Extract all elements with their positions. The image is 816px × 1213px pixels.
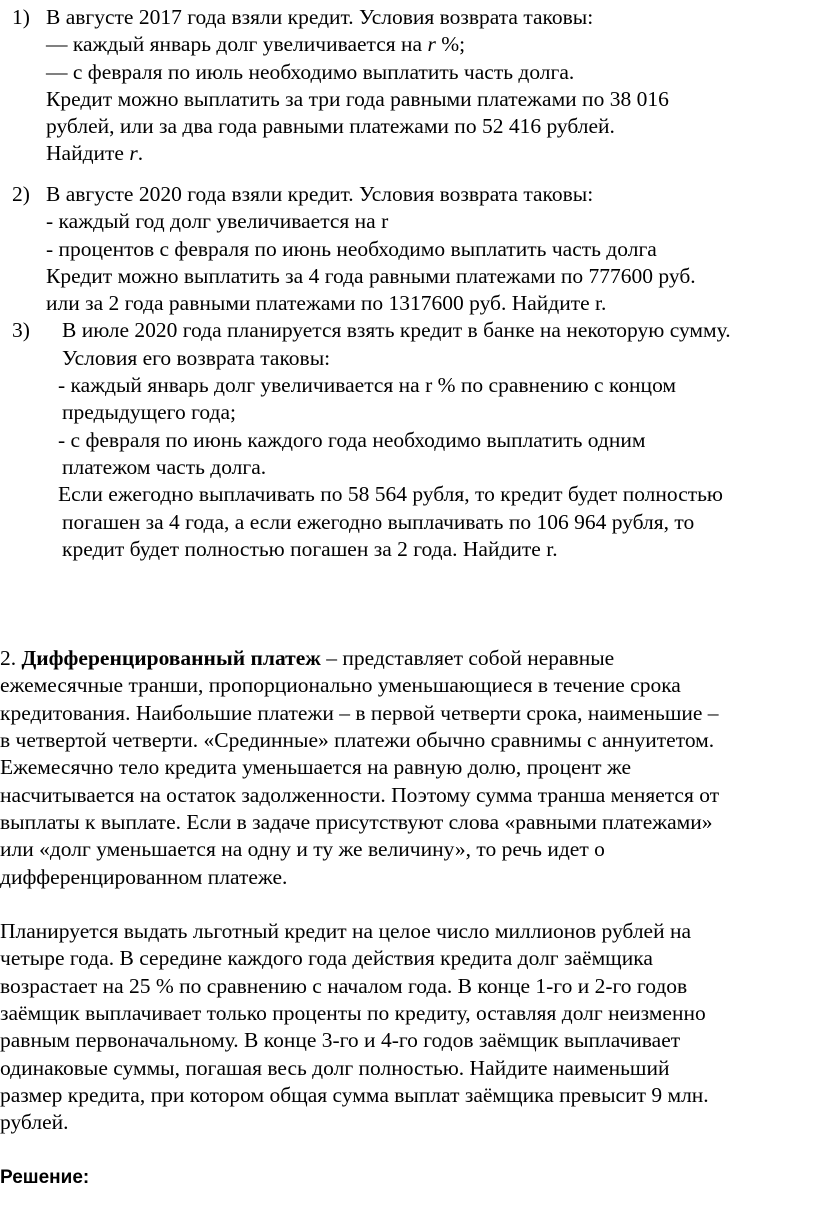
problem-2-line-5: или за 2 года равными платежами по 1317600 руб. Найдите r. [46, 291, 607, 315]
problem-3-line-5: - с февраля по июнь каждого года необходимо выплатить одним [58, 428, 646, 452]
task-line-1: Планируется выдать льготный кредит на целое число миллионов рублей на [0, 919, 692, 943]
problem-1-number: 1) [12, 5, 30, 29]
task-line-4: заёмщик выплачивает только проценты по кредиту, оставляя долг неизменно [0, 1001, 706, 1025]
task-line-8: рублей. [0, 1110, 69, 1134]
section-2-line-9: дифференцированном платеже. [0, 865, 288, 889]
section-2-prefix: 2. [0, 646, 22, 670]
solution-label: Решение: [0, 1167, 90, 1188]
section-2-line-7: выплаты к выплате. Если в задаче присутствуют слова «равными платежами» [0, 810, 713, 834]
section-2-line-5: Ежемесячно тело кредита уменьшается на равную долю, процент же [0, 755, 632, 779]
problem-1-line-2: — каждый январь долг увеличивается на r %; [46, 32, 466, 56]
task-line-7: размер кредита, при котором общая сумма выплат заёмщика превысит 9 млн. [0, 1083, 709, 1107]
problem-3-line-6: платежом часть долга. [62, 455, 267, 479]
problem-3-line-9: кредит будет полностью погашен за 2 года. Найдите r. [62, 537, 558, 561]
task-line-2: четыре года. В середине каждого года действия кредита долг заёмщика [0, 946, 653, 970]
problem-2-line-2: - каждый год долг увеличивается на r [46, 209, 389, 233]
problem-3-line-3: - каждый январь долг увеличивается на r % по сравнению с концом [58, 373, 677, 397]
task-line-5: равным первоначальному. В конце 3-го и 4-го годов заёмщик выплачивает [0, 1028, 681, 1052]
problem-3-line-7: Если ежегодно выплачивать по 58 564 рубля, то кредит будет полностью [58, 482, 723, 506]
task-line-3: возрастает на 25 % по сравнению с началом года. В конце 1-го и 2-го годов [0, 974, 688, 998]
problem-3-line-1: В июле 2020 года планируется взять кредит в банке на некоторую сумму. [62, 318, 731, 342]
problem-2-line-3: - процентов с февраля по июнь необходимо выплатить часть долга [46, 237, 657, 261]
section-2-line-3: кредитования. Наибольшие платежи – в первой четверти срока, наименьшие – [0, 701, 719, 725]
variable-r: r [129, 141, 138, 165]
problem-2-line-1: В августе 2020 года взяли кредит. Условия возврата таковы: [46, 182, 594, 206]
problem-2-line-4: Кредит можно выплатить за 4 года равными платежами по 777600 руб. [46, 264, 696, 288]
variable-r: r [427, 32, 436, 56]
problem-3-line-8: погашен за 4 года, а если ежегодно выплачивать по 106 964 рубля, то [62, 510, 695, 534]
task-line-6: одинаковые суммы, погашая весь долг полностью. Найдите наименьший [0, 1056, 670, 1080]
problem-3-number: 3) [12, 318, 30, 342]
section-2-line-8: или «долг уменьшается на одну и ту же величину», то речь идет о [0, 837, 605, 861]
section-2-line-2: ежемесячные транши, пропорционально уменьшающиеся в течение срока [0, 673, 681, 697]
section-2-line-6: насчитывается на остаток задолженности. Поэтому сумма транша меняется от [0, 783, 720, 807]
problem-3-line-2: Условия его возврата таковы: [62, 346, 331, 370]
section-2-line-1: 2. Дифференцированный платеж – представляет собой неравные [0, 646, 615, 670]
problem-1-line-3: — с февраля по июль необходимо выплатить часть долга. [46, 60, 575, 84]
problem-1-line-1: В августе 2017 года взяли кредит. Условия возврата таковы: [46, 5, 594, 29]
section-2-term: Дифференцированный платеж [21, 646, 321, 670]
problem-2-number: 2) [12, 182, 30, 206]
section-2-line-4: в четвертой четверти. «Срединные» платежи обычно сравнимы с аннуитетом. [0, 728, 715, 752]
problem-1-line-5: рублей, или за два года равными платежами по 52 416 рублей. [46, 114, 615, 138]
problem-1-line-4: Кредит можно выплатить за три года равными платежами по 38 016 [46, 87, 669, 111]
problem-1-line-6: Найдите r. [46, 141, 144, 165]
problem-3-line-4: предыдущего года; [62, 400, 236, 424]
